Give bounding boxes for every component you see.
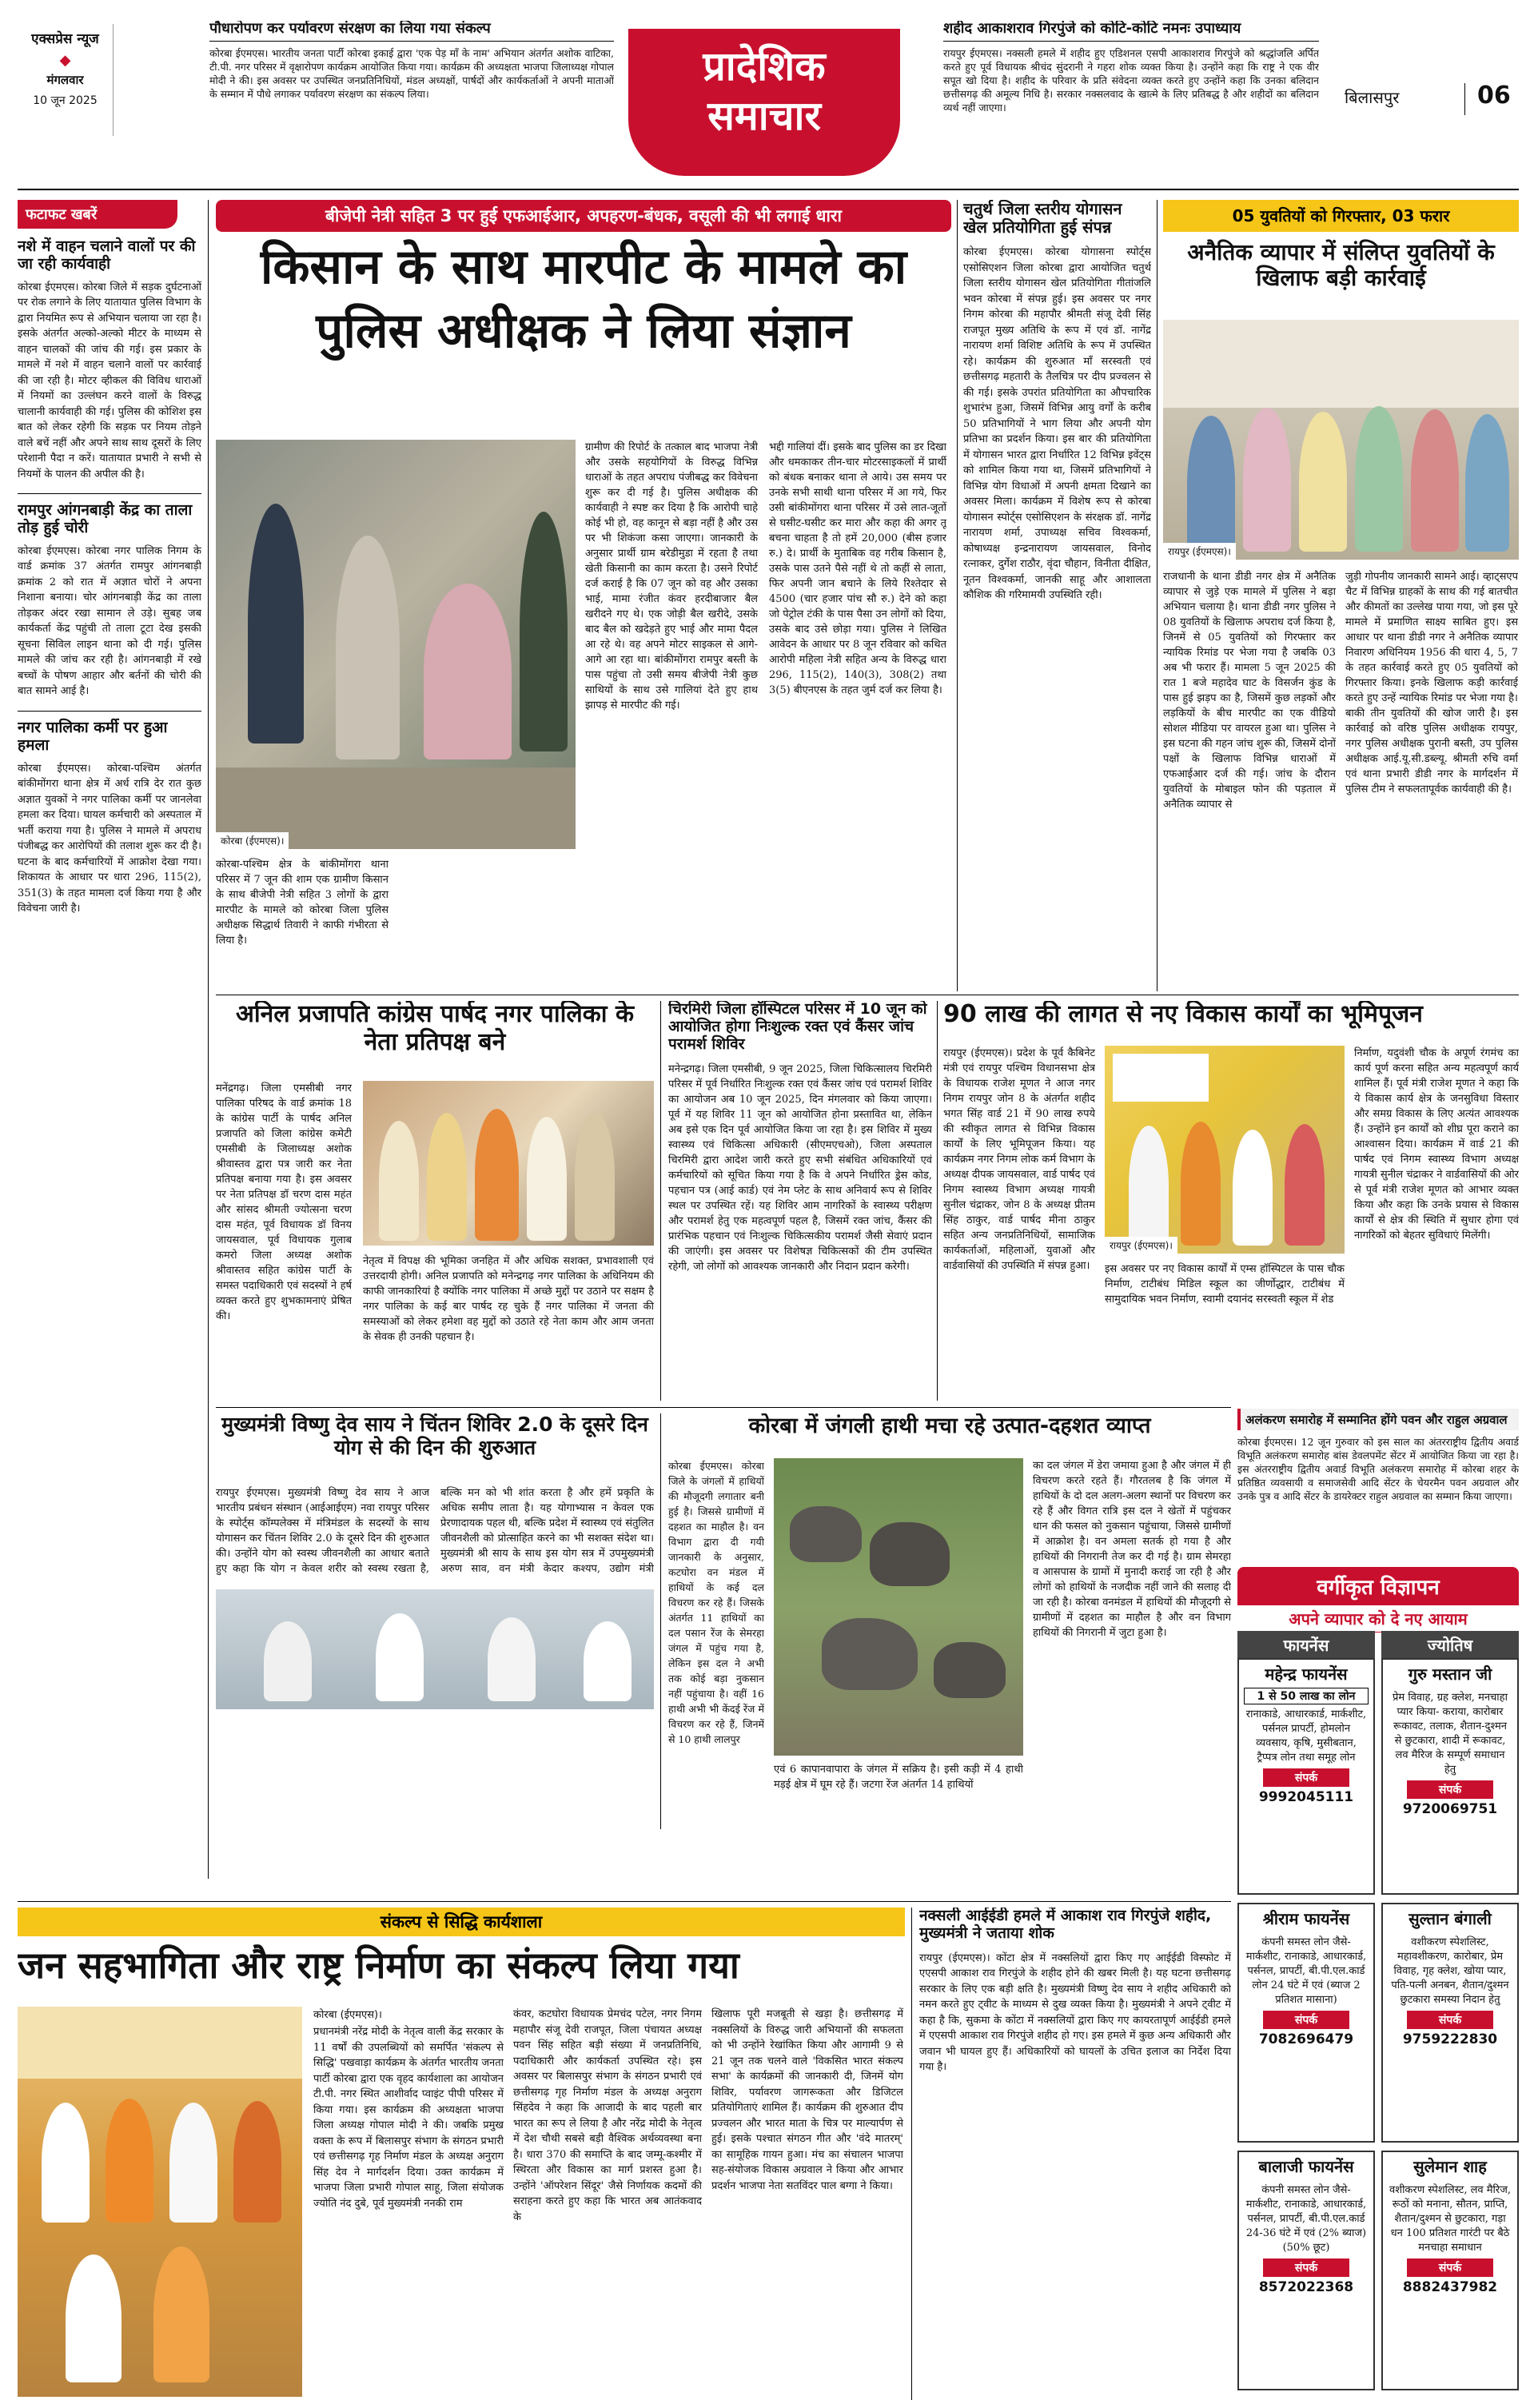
ad-title: महेन्द्र फायनेंस <box>1265 1664 1348 1684</box>
photo-figure <box>1285 1124 1325 1246</box>
alankaran-headline: अलंकरण समारोह में सम्मानित होंगे पवन और राहुल अग्रवाल <box>1245 1413 1508 1427</box>
ad-phone[interactable]: 9720069751 <box>1402 1801 1498 1817</box>
diamond-ornament-icon: ◆ <box>59 52 71 69</box>
photo-figure <box>1411 409 1459 552</box>
bhoomi-col2: निर्माण, यदुवंशी चौक के अपूर्ण रंगमंच का कार्य पूर्ण करना सहित अन्य महत्वपूर्ण कार्य शामिल हैं। पूर्व मंत्री राजेश मूणत ने कहा कि ये विकास कार्य क्षेत्र के जनसुविधा विस्तार और समग्र विकास के लिए अत्यंत आवश्यक हैं। उन्होंने इन कार्यों को शीघ्र पूरा कराने का आश्वासन दिया। कार्यक्रम में वार्ड 21 की पार्षद एवं निगम स्वास्थ्य विभाग अध्यक्ष गायत्री सुनील चंद्राकर ने वार्डवासियों की ओर से पूर्व मंत्री राजेश मूणत को आभार व्यक्त किया और कहा कि उनके प्रयास से विकास कार्यों से क्षेत्र की स्थिति में सुधार होगा एवं नागरिकों को बेहतर सुविधाएं मिलेंगी। <box>1354 1047 1519 1242</box>
ad-title: श्रीराम फायनेंस <box>1262 1909 1350 1928</box>
sankalp-story <box>18 1908 905 2400</box>
ad-phone[interactable]: 9759222830 <box>1402 2031 1498 2047</box>
cm-photo <box>216 1589 654 1709</box>
photo-figure <box>427 1113 467 1241</box>
photo-figure <box>424 584 512 759</box>
section-banner <box>628 29 900 176</box>
lead-headline-line1: किसान के साथ मारपीट के मामले का <box>260 239 907 295</box>
category-finance: फायनेंस <box>1237 1631 1375 1659</box>
anil-col1: मनेंद्रगढ़। जिला एमसीबी नगर पालिका परिषद के वार्ड क्रमांक 18 के कांग्रेस पार्टी के पार्षद अनिल प्रजापति को जिला कांग्रेस कमेटी एमसीबी के जिलाध्यक्ष अशोक श्रीवास्तव द्वारा पत्र जारी कर नेता प्रतिपक्ष बनाया गया है। इस अवसर पर नेता प्रतिपक्ष डॉ चरण दास महंत और सांसद श्रीमती ज्योत्सना चरण दास महंत, पूर्व विधायक डॉ विनय जायसवाल, पूर्व विधायक गुलाब कमरो जिला अध्यक्ष अशोक श्रीवास्तव सहित कांग्रेस पार्टी के समस्त पदाधिकारी एवं सदस्यों ने हर्ष व्यक्त करते हुए शुभकामनाएं प्रेषित की। <box>216 1082 352 1322</box>
photo-figure <box>376 1613 424 1701</box>
raid-headline: अनैतिक व्यापार में संलिप्त युवतियों के खिलाफ बड़ी कार्रवाई <box>1187 239 1495 292</box>
ad-text: वशीकरण स्पेशलिस्ट, महावशीकरण, कारोबार, प्रेम विवाह, गृह क्लेश, खोया प्यार, पति-पत्नी अनबन, शैतान/दुश्मन छुटकारा समस्या निदान हेतु <box>1391 1936 1509 2006</box>
ad-highlight: 1 से 50 लाख का लोन <box>1244 1688 1369 1704</box>
fatafat-headline-2: रामपुर आंगनबाड़ी केंद्र का ताला तोड़ हुई चोरी <box>18 493 201 537</box>
sankalp-photo <box>18 2007 302 2397</box>
ad-text: प्रेम विवाह, ग्रह क्लेश, मनचाहा प्यार किया- कराया, कारोबार रूकावट, तलाक, शैतान-दुश्मन से छुटकारा, शादी में रूकावट, लव मैरिज के सम्पूर्ण समाधान हेतु <box>1393 1692 1508 1776</box>
top-right-teaser-headline: शहीद आकाशराव गिरपुंजे को कोटि-कोटि नमनः उपाध्याय <box>943 21 1319 42</box>
alankaran-headline-box <box>1237 1409 1519 1430</box>
classified-ad <box>1381 1903 1519 2143</box>
elephant-col3: का दल जंगल में डेरा जमाया हुआ है और जंगल में ही विचरण करते रहते हैं। गौरतलब है कि जंगल में हाथियों के दो दल अलग-अलग स्थानों पर विचरण कर रहे हैं और विगत रात्रि इस दल ने खेतों में पहुंचकर धान की फसल को नुकसान पहुंचाया, जिससे ग्रामीणों में आक्रोश है। वन अमला सतर्क हो गया है और हाथियों की निगरानी तेज कर दी गई है। ग्राम सेमरहा व आसपास के ग्रामों में मुनादी कराई जा रही है और लोगों को हाथियों के नजदीक नहीं जाने की सलाह दी जा रही है। कोरबा वनमंडल में हाथियों की मौजूदगी से ग्रामीणों में दहशत का माहौल है और वन विभाग हाथियों की निगरानी में जुटा हुआ है। <box>1033 1460 1231 1639</box>
classified-ad <box>1237 1903 1375 2143</box>
cm-story <box>216 1413 654 1885</box>
camp-text: मनेन्द्रगढ़। जिला एमसीबी, 9 जून 2025, जिला चिकित्सालय चिरमिरी परिसर में पूर्व निर्धारित निःशुल्क रक्त एवं कैंसर जांच एवं परामर्श शिविर का आयोजन अब 10 जून 2025, दिन मंगलवार को किया जाएगा। पूर्व में यह शिविर 11 जून को आयोजित होना प्रस्तावित था, लेकिन अब इसे एक दिन पूर्व आयोजित किया जा रहा है। इस शिविर में मुख्य स्वास्थ्य एवं चिकित्सा अधिकारी (सीएमएचओ), जिला अस्पताल चिरमिरी द्वारा आदेश जारी करते हुए सभी संबंधित अधिकारियों एवं कर्मचारियों को सूचित किया गया है कि वे अपने निर्धारित ड्रेस कोड, पहचान पत्र (आई कार्ड) एवं नेम प्लेट के साथ अनिवार्य रूप से शिविर स्थल पर उपस्थित रहें। यह शिविर आम नागरिकों के स्वास्थ्य परीक्षण और परामर्श हेतु एक महत्वपूर्ण पहल है, जिसमें रक्त जांच, कैंसर की प्रारंभिक पहचान एवं निःशुल्क चिकित्सकीय परामर्श जैसी सेवाएं प्रदान की जाएंगी। इस अवसर पर विशेषज्ञ चिकित्सकों की टीम उपस्थित रहेगी, जो लोगों को आवश्यक जानकारी और निदान प्रदान करेगी। <box>668 1062 932 1273</box>
ad-text: वशीकरण स्पेशलिस्ट, लव मैरिज, रूठों को मनाना, सौतन, प्राप्ति, शैतान/दुश्मन से छुटकारा, गड़ा धन 100 प्रतिशत गारंटी पर बैठे मनचाहा समाधान <box>1389 2184 1512 2254</box>
photo-figure <box>153 2247 209 2382</box>
yoga-story <box>963 200 1151 991</box>
top-left-teaser <box>209 21 614 165</box>
photo-figure <box>475 1109 519 1241</box>
photo-figure <box>336 536 400 759</box>
bhoomi-col3: इस अवसर पर नए विकास कार्यों में एम्स हॉस्पिटल के पास चौक निर्माण, टाटीबंध मिडिल स्कूल का जीर्णोद्धार, टाटीबंध में सामुदायिक भवन निर्माण, स्वामी दयानंद सरस्वती स्कूल में शेड <box>1105 1263 1345 1306</box>
fatafat-tag-label: फटाफट खबरें <box>26 206 98 223</box>
classified-ad <box>1237 1658 1375 1895</box>
lead-col3: भद्दी गालियां दीं। इसके बाद पुलिस का डर दिखा और धमकाकर तीन-चार मोटरसाइकलों में प्रार्थी को बंधक बनाकर थाना ले आये। उस समय पर उनके सभी साथी थाना परिसर में आ गये, फिर उसी बांकीमोंगरा थाना परिसर में उसे लात-जूतों से घसीट-घसीट कर मारा और कहा की अगर तू बचना चाहता है तो हमें 20,000 (बीस हजार रु.) दे। प्रार्थी के मुताबिक वह गरीब किसान है, उसके पास उतने पैसे नहीं थे तो कहीं से लाता, फिर अपनी जान बचाने के लिये रिश्तेदार से 4500 (चार हजार पांच सौ रु.) देने को कहा जो पेट्रोल टंकी के पास पैसा उन लोगों को दिया, उसके बाद उसे छोड़ा गया। पुलिस ने लिखित आवेदन के आधार पर 8 जून रविवार को कथित आरोपी महिला नेत्री सहित अन्य के विरुद्ध धारा 296, 115(2), 140(3), 308(2) तथा 3(5) बीएनएस के तहत जुर्म दर्ज कर लिया है। <box>769 441 946 696</box>
lead-kicker <box>216 200 951 232</box>
yoga-headline: चतुर्थ जिला स्तरीय योगासन खेल प्रतियोगिता हुई संपन्न <box>963 200 1122 237</box>
paper-name: एक्सप्रेस न्यूज <box>31 31 99 47</box>
photo-figure <box>379 1121 419 1241</box>
photo-figure <box>575 1113 615 1241</box>
masthead <box>0 0 1534 192</box>
classified-sub: अपने व्यापार को दे नए आयाम <box>1237 1605 1519 1633</box>
yoga-text: कोरबा ईएमएस। कोरबा योगासना स्पोर्ट्स एसोसिएशन जिला कोरबा द्वारा आयोजित चतुर्थ जिला स्तरीय योगासन खेल प्रतियोगिता गीतांजलि भवन कोरबा में संपन्न हुई। इस अवसर पर नगर निगम कोरबा की महापौर श्रीमती संजू देवी सिंह राजपूत मुख्य अतिथि के रूप में एवं डॉ. नागेंद्र नारायण शर्मा विशिष्ट अतिथि के रूप में उपस्थित रहे। कार्यक्रम की शुरुआत माँ सरस्वती एवं छत्तीसगढ़ महतारी के तैलचित्र पर दीप प्रज्वलन से की गई। इसके उपरांत प्रतियोगिता का औपचारिक शुभारंभ हुआ, जिसमें विभिन्न आयु वर्गों के करीब 50 प्रतिभागियों ने भाग लिया और अपनी योग प्रतिभा का प्रदर्शन किया। इस बार की प्रतियोगिता में योगासन भारत द्वारा निर्धारित 12 विभिन्न इवेंट्स को शामिल किया गया था, जिसमें प्रतिभागियों ने विभिन्न योग विधाओं में अपनी क्षमता दिखाने का अवसर मिला। कार्यक्रम में विशेष रूप से कोरबा योगासन स्पोर्ट्स एसोसिएशन के संरक्षक डॉ. नागेंद्र नारायण शर्मा, उपाध्यक्ष सचिव विश्वकर्मा, कोषाध्यक्ष इन्द्रनारायण जायसवाल, विनोद रत्नाकर, दुर्गेश राठौर, वृंदा चौहान, विनीता दीक्षित, नूतन विश्वकर्मा, जानकी साहू और आशालता कौशिक की गरिमामयी उपस्थिति रही। <box>963 246 1151 601</box>
ad-contact-label: संपर्क <box>1263 2011 1349 2029</box>
elephant-col2: एवं 6 कापानवापारा के जंगल में सक्रिय है। इसी कड़ी में 4 हाथी मड़ई क्षेत्र में घूम रहे हैं। जटगा रेंज अंतर्गत 14 हाथियों <box>774 1764 1023 1791</box>
raid-kicker <box>1163 200 1519 232</box>
photo-figure <box>106 2099 153 2223</box>
city-name: बिलासपुर <box>1345 88 1400 107</box>
fatafat-text-1: कोरबा ईएमएस। कोरबा जिले में सड़क दुर्घटनाओं पर रोक लगाने के लिए यातायात पुलिस विभाग के द्वारा नियमित रूप से अभियान चलाया जा रहा है। इसके अंतर्गत अल्को-अल्को मीटर के माध्यम से वाहन चालकों की जांच की गई। इस प्रकार के मामले में नशे में वाहन चलाने वालों पर कार्रवाई की जा रही है। मोटर व्हीकल की विविध धाराओं में नियमों का उल्लंघन करने वालों के विरुद्ध चालानी कार्यवाही की गई। पुलिस की कोशिश इस बात को लेकर रहेगी कि सड़क पर नियम तोड़ने वाले बचें नहीं और अपने साथ साथ दूसरों के लिए परेशानी पैदा न करें। यातायात प्रभारी ने सभी से नियमों के पालन की अपील की है। <box>18 281 201 480</box>
camp-headline: चिरमिरी जिला हॉस्पिटल परिसर में 10 जून को आयोजित होगा निःशुल्क रक्त एवं कैंसर जांच परामर्श शिविर <box>668 1001 927 1053</box>
ad-contact-label: संपर्क <box>1263 1768 1349 1787</box>
naxal-text: रायपुर (ईएमएस)। कोंटा क्षेत्र में नक्सलियों द्वारा किए गए आईईडी विस्फोट में एएसपी आकाश राव गिरपुंजे के शहीद होने की खबर मिली है। यह घटना छत्तीसगढ़ सरकार के लिए एक बड़ी क्षति है। मुख्यमंत्री विष्णु देव साय ने शहीद अधिकारी को नमन करते हुए ट्वीट के माध्यम से दुख व्यक्त किया है। मुख्यमंत्री ने अपने ट्वीट में कहा है कि, सुकमा के कोंटा में नक्सलियों द्वारा किए गए कायरतापूर्ण आईईडी हमले में एएसपी आकाश राव गिरपुंजे शहीद हो गए। इस हमले में कुछ अन्य अधिकारी और जवान भी घायल हुए हैं। अधिकारियों को घायलों के उचित इलाज का निर्देश दिया गया है। <box>919 1952 1231 2074</box>
ad-contact-label: संपर्क <box>1407 2258 1493 2277</box>
photo-figure <box>1355 406 1403 552</box>
anil-story <box>216 1001 654 1401</box>
anil-right-divider <box>660 1001 661 1401</box>
top-left-teaser-text: कोरबा ईएमएस। भारतीय जनता पार्टी कोरबा इकाई द्वारा 'एक पेड़ माँ के नाम' अभियान अंतर्गत अशोक वाटिका, टी.पी. नगर परिसर में वृक्षारोपण कार्यक्रम आयोजित किया गया। कार्यक्रम की अध्यक्षता भाजपा जिलाध्यक्ष गोपाल मोदी ने की। इस अवसर पर उपस्थित जनप्रतिनिधियों, मंडल अध्यक्षों, पार्षदों और कार्यकर्ताओं ने अपनी माताओं के सम्मान में पौधे लगाकर पर्यावरण संरक्षण का संकल्प लिया। <box>209 46 614 100</box>
photo-figure <box>520 512 568 752</box>
ad-text: कंपनी समस्त लोन जैसे-मार्कशीट, रानाकाडे, आधारकार्ड, पर्सनल, प्रापर्टी, बी.पी.एल.कार्ड लोन 24 घंटे में एवं (ब्याज 2 प्रतिशत मासाना) <box>1245 1936 1367 2006</box>
photo-banner <box>1113 1054 1209 1102</box>
photo-figure <box>1233 1130 1273 1246</box>
camp-right-divider <box>937 1001 938 1401</box>
sankalp-col2: कंवर, कटघोरा विधायक प्रेमचंद पटेल, नगर निगम महापौर संजू देवी राजपूत, जिला पंचायत अध्यक्ष पवन सिंह सहित बड़ी संख्या में जनप्रतिनिधि, पदाधिकारी और कार्यकर्ता उपस्थित रहे। इस अवसर पर बिलासपुर संभाग के संगठन प्रभारी एवं छत्तीसगढ़ गृह निर्माण मंडल के अध्यक्ष अनुराग सिंहदेव ने कहा कि आजादी के बाद पहली बार भारत का रूप ले लिया है और नरेंद्र मोदी के नेतृत्व में देश चौथी सबसे बड़ी वैश्विक अर्थव्यवस्था बना है। धारा 370 की समाप्ति के बाद जम्मू-कश्मीर में स्थिरता और विकास का मार्ग प्रशस्त हुआ है। उन्होंने 'ऑपरेशन सिंदूर' जैसे निर्णायक कदमों की सराहना करते हुए कहा कि भारत अब आतंकवाद के <box>513 2008 702 2223</box>
photo-banner <box>18 2007 302 2079</box>
photo-figure <box>527 1117 567 1241</box>
elephant-col1: कोरबा ईएमएस। कोरबा जिले के जंगलों में हाथियों की मौजूदगी लगातार बनी हुई है। जिससे ग्रामीणों में दहशत का माहौल है। वन विभाग द्वारा दी गयी जानकारी के अनुसार, कटघोरा वन मंडल में हाथियों के कई दल विचरण कर रहे हैं। जिसके अंतर्गत 11 हाथियों का दल पसान रेंज के सेमरहा जंगल में पहुंच गया है, लेकिन इस दल ने अभी तक कोई बड़ा नुकसान नहीं पहुंचाया है। वहीं 16 हाथी अभी भी केंदई रेंज में विचरण कर रहे हैं, जिनमें से 10 हाथी लालपुर <box>668 1460 764 1745</box>
photo-figure <box>233 2101 281 2223</box>
bhoomi-col1: रायपुर (ईएमएस)। प्रदेश के पूर्व कैबिनेट मंत्री एवं रायपुर पश्चिम विधानसभा क्षेत्र के विधायक राजेश मूणत ने आज नगर निगम रायपुर जोन 8 के अंतर्गत शहीद भगत सिंह वार्ड 21 में 90 लाख रुपये की स्वीकृत लागत से विभिन्न विकास कार्यों के लिए भूमिपूजन किया। यह कार्यक्रम नगर निगम लोक कर्म विभाग के अध्यक्ष दीपक जायसवाल, वार्ड पार्षद एवं निगम स्वास्थ्य विभाग अध्यक्ष गायत्री सुनील चंद्राकर, जोन 8 के अध्यक्ष प्रीतम सिंह ठाकुर, वार्ड पार्षद मीना ठाकुर सहित अन्य जनप्रतिनिधियों, सामाजिक कार्यकर्ताओं, महिलाओं, युवाओं और वार्डवासियों की उपस्थिति में संपन्न हुआ। <box>943 1047 1095 1272</box>
elephant-headline: कोरबा में जंगली हाथी मचा रहे उत्पात-दहशत व्याप्त <box>748 1413 1151 1438</box>
lead-right-divider <box>957 200 958 991</box>
raid-photo <box>1163 320 1519 560</box>
row4-rule <box>18 1901 1231 1902</box>
section-title-line1: प्रादेशिक <box>703 43 826 90</box>
alankaran-text: कोरबा ईएमएस। 12 जून गुरुवार को इस साल का अंतरराष्ट्रीय द्वितीय अवार्ड विभूति अलंकरण समारोह बांस डेवलपमेंट सेंटर में आयोजित किया जा रहा है। इस अंतरराष्ट्रीय द्वितीय अवार्ड विभूति अलंकरण समारोह में कोरबा शहर के प्रतिष्ठित व्यवसायी व समाजसेवी आदि सेंटर के चेयरमैन पवन अग्रवाल और उनके पुत्र व आदि सेंटर के डायरेक्टर राहुल अग्रवाल का सम्मान किया जाएगा। <box>1237 1436 1519 1503</box>
elephant-shape <box>870 1522 950 1586</box>
lead-headline-line2: पुलिस अधीक्षक ने लिया संज्ञान <box>316 303 851 359</box>
ad-phone[interactable]: 8572022368 <box>1258 2279 1354 2295</box>
raid-col1: राजधानी के थाना डीडी नगर क्षेत्र में अनैतिक व्यापार से जुड़े एक मामले में पुलिस ने बड़ा अभियान चलाया है। थाना डीडी नगर पुलिस ने 08 युवतियों के खिलाफ अपराध दर्ज किया है, जिनमें से 05 युवतियों को गिरफ्तार कर न्यायिक रिमांड पर भेजा गया है जबकि 03 अब भी फरार हैं। मामला 5 जून 2025 की रात 1 बजे महादेव घाट के विसर्जन कुंड के पास हुई झड़प का है, जिसमें कुछ लड़कों और लड़कियों के बीच मारपीट का एक वीडियो सोशल मीडिया पर वायरल हुआ था। पुलिस ने इस घटना की गहन जांच शुरू की, जिसमें दोनों पक्षों के खिलाफ विभिन्न धाराओं में एफआईआर दर्ज की गई। जांच के दौरान युवतियों के मोबाइल फोन की पड़ताल में अनैतिक व्यापार से <box>1163 571 1336 811</box>
photo-figure <box>1129 1126 1169 1246</box>
classified-ad <box>1381 2151 1519 2390</box>
ad-phone[interactable]: 8882437982 <box>1402 2279 1498 2295</box>
photo-figure <box>66 2255 122 2382</box>
photo-figure <box>488 1617 536 1701</box>
anil-col2: नेतृत्व में विपक्ष की भूमिका जनहित में और अधिक सशक्त, प्रभावशाली एवं उत्तरदायी होगी। अनिल प्रजापति को मनेन्द्रगढ़ नगर पालिका के अधिनियम की काफी जानकारियां है क्योंकि नगर पालिका में अच्छे मुद्दों पर उठाने पर सक्षम है नगर पालिका के कई बार पार्षद रह चुके हैं नगर पालिका में जनता की समस्याओं को लेकर हमेशा वह मुद्दों को उठाते रहे नेता काम और आम जनता के सेवक ही उनकी पहचान है। <box>363 1255 654 1343</box>
ad-title: सुलेमान शाह <box>1413 2157 1487 2176</box>
classified-head: वर्गीकृत विज्ञापन <box>1237 1567 1519 1605</box>
raid-story <box>1163 200 1519 991</box>
issue-date: 10 जून 2025 <box>33 94 98 107</box>
sankalp-col3: खिलाफ पूरी मजबूती से खड़ा है। छत्तीसगढ़ में नक्सलियों के विरुद्ध जारी अभियानों की सफलता को भी उन्होंने रेखांकित किया और आगामी 9 से 21 जून तक चलने वाले 'विकसित भारत संकल्प सभा' के कार्यक्रमों की जानकारी दी, जिनमें योग शिविर, पर्यावरण जागरूकता और डिजिटल प्रतियोगिताएं शामिल हैं। कार्यक्रम की शुरुआत दीप प्रज्वलन और भारत माता के चित्र पर माल्यार्पण से हुई। इसके पश्चात संगठन गीत और 'वंदे मातरम्' का सामूहिक गायन हुआ। मंच का संचालन भाजपा सह-संयोजक विकास अग्रवाल ने किया और आभार प्रदर्शन भाजपा नेता सतविंदर पाल बग्गा ने किया। <box>711 2008 903 2192</box>
masthead-rule <box>18 189 1519 190</box>
raid-photo-caption: रायपुर (ईएमएस)। <box>1163 543 1236 560</box>
sankalp-right-divider <box>911 1908 912 2400</box>
top-left-teaser-headline: पौधारोपण कर पर्यावरण संरक्षण का लिया गया संकल्प <box>209 21 614 42</box>
lead-photo-caption: कोरबा (ईएमएस)। <box>216 832 289 849</box>
page-number: 06 <box>1477 82 1511 110</box>
naxal-headline: नक्सली आईईडी हमले में आकाश राव गिरपुंजे शहीद, मुख्यमंत्री ने जताया शोक <box>919 1908 1212 1942</box>
fatafat-text-2: कोरबा ईएमएस। कोरबा नगर पालिक निगम के वार्ड क्रमांक 37 अंतर्गत रामपुर आंगनबाड़ी क्रमांक 2 को रात में अज्ञात चोरों ने अपना निशाना बनाया। चोर आंगनबाड़ी केंद्र का ताला तोड़कर अंदर रखा सामान ले उड़े। सुबह जब कार्यकर्ता केंद्र पहुंची तो ताला टूटा देख इसकी सूचना सिविल लाइन थाना को दी गई। पुलिस मामले की जांच कर रही है। आंगनबाड़ी में रखे बच्चों के पोषण आहार और बर्तनों की चोरी की बात सामने आई है। <box>18 544 201 698</box>
category-astrology: ज्योतिष <box>1381 1631 1519 1659</box>
ad-contact-label: संपर्क <box>1407 1780 1493 1799</box>
folio-divider <box>1464 83 1465 115</box>
classified-ad <box>1381 1658 1519 1895</box>
classified-section <box>1237 1567 1519 2398</box>
ad-contact-label: संपर्क <box>1407 2011 1493 2029</box>
photo-figure <box>584 1621 632 1701</box>
photo-figure <box>1187 416 1235 552</box>
bhoomi-story <box>943 1001 1519 1409</box>
fatafat-text-3: कोरबा ईएमएस। कोरबा-पश्चिम अंतर्गत बांकीमोंगरा थाना क्षेत्र में अर्ध रात्रि देर रात कुछ अज्ञात युवकों ने नगर पालिका कर्मी पर जानलेवा हमला कर दिया। घायल कर्मचारी को अस्पताल में भर्ती कराया गया है। पुलिस ने मामले में अपराध पंजीबद्ध कर आरोपियों की तलाश शुरू कर दी है। घटना के बाद कर्मचारियों में आक्रोश देखा गया। शिकायत के आधार पर धारा 296, 115(2), 351(3) के तहत मामला दर्ज किया गया है और विवेचना जारी है। <box>18 762 201 915</box>
photo-figure <box>1299 412 1347 552</box>
raid-col2: जुड़ी गोपनीय जानकारी सामने आई। व्हाट्सएप चैट में विभिन्न ग्राहकों के साथ की गई बातचीत और कीमतों का उल्लेख पाया गया, जो इस पूरे मामले में प्रमाणित साक्ष्य साबित हुए। इस आधार पर थाना डीडी नगर ने अनैतिक व्यापार निवारण अधिनियम 1956 की धारा 4, 5, 7 के तहत कार्रवाई करते हुए 05 युवतियों को गिरफ्तार किया। इनके खिलाफ कड़ी कार्रवाई करते हुए उन्हें न्यायिक रिमांड पर भेजा गया है। बाकी तीन युवतियों की खोज जारी है। इस कार्रवाई को वरिष्ठ पुलिस अधीक्षक रायपुर, नगर पुलिस अधीक्षक पुरानी बस्ती, उप पुलिस अधीक्षक आई.यू.सी.डब्ल्यू. श्रीमती रुचि वर्मा एवं थाना प्रभारी डीडी नगर के मार्गदर्शन में पुलिस टीम ने सफलतापूर्वक कार्यवाही की है। <box>1345 571 1518 795</box>
bhoomi-photo <box>1105 1046 1345 1254</box>
issue-day: मंगलवार <box>46 73 84 87</box>
cm-right-divider <box>660 1413 661 1829</box>
photo-figure <box>169 2103 217 2223</box>
row3-rule <box>216 1407 1231 1408</box>
photo-building <box>1163 320 1519 408</box>
fatafat-headline-1: नशे में वाहन चलाने वालों पर की जा रही कार्यवाही <box>18 237 196 273</box>
sankalp-headline: जन सहभागिता और राष्ट्र निर्माण का संकल्प लिया गया <box>18 1944 739 1987</box>
photo-figure <box>264 1621 312 1701</box>
anil-headline: अनिल प्रजापति कांग्रेस पार्षद नगर पालिका के नेता प्रतिपक्ष बने <box>235 1001 635 1056</box>
ad-text: रानाकाडे, आधारकार्ड, मार्कशीट, पर्सनल प्रापर्टी, होमलोन व्यवसाय, कृषि, मुसीबतान, ट्रैप्पत्र लोन तथा समूह लोन <box>1245 1708 1367 1764</box>
cm-headline: मुख्यमंत्री विष्णु देव साय ने चिंतन शिविर 2.0 के दूसरे दिन योग से की दिन की शुरुआत <box>221 1413 648 1459</box>
bhoomi-photo-caption: रायपुर (ईएमएस)। <box>1105 1237 1177 1254</box>
sankalp-kicker <box>18 1908 905 1936</box>
elephant-photo <box>774 1458 1023 1756</box>
ad-title: गुरु मस्तान जी <box>1408 1664 1492 1684</box>
ad-contact-label: संपर्क <box>1263 2258 1349 2277</box>
ad-title: सुल्तान बंगाली <box>1408 1909 1492 1928</box>
fatafat-tag <box>18 200 177 229</box>
sankalp-photo-caption: कोरबा (ईएमएस)। <box>313 2009 382 2021</box>
ad-title: बालाजी फायनेंस <box>1258 2157 1354 2176</box>
elephant-shape <box>790 1506 862 1562</box>
bhoomi-headline: 90 लाख की लागत से नए विकास कार्यों का भूमिपूजन <box>943 1001 1423 1028</box>
fatafat-headline-3: नगर पालिका कर्मी पर हुआ हमला <box>18 711 201 755</box>
lead-photo <box>216 440 576 849</box>
elephant-shape <box>934 1642 1006 1698</box>
ad-phone[interactable]: 7082696479 <box>1258 2031 1354 2047</box>
fatafat-column <box>18 200 201 1895</box>
lead-col2: ग्रामीण की रिपोर्ट के तत्काल बाद भाजपा नेत्री और उसके सहयोगियों के विरुद्ध विभिन्न धाराओं के तहत अपराध पंजीबद्ध कर विवेचना शुरू कर दी गई है। पुलिस अधीक्षक की कार्यवाही ने स्पष्ट कर दिया है कि आरोपी चाहे कोई भी हो, वह कानून से बड़ा नहीं है और उस पर भी शिकंजा कसा जाएगा। जानकारी के अनुसार प्रार्थी ग्राम बरेडीमुडा में रहता है तथा खेती किसानी का काम करता है। उसने रिपोर्ट दर्ज कराई है कि 07 जून को वह और उसका भाई, मामा रंजीत कंवर हरदीबाजार बैल खरीदने गए थे। एक जोड़ी बैल खरीदे, उसके बाद बैल को खदेड़ते हुए भाई और मामा पैदल आ रहे थे। वह अपने मोटर साइकल से आगे-आगे आ रहा था। बांकीमोंगरा रामपुर बस्ती के पास पहुंचा तो उसी समय बीजेपी नेत्री कुछ साथियों के साथ उसे गालियां देते हुए हाथ झापड़ से मारपीट की गई। <box>585 441 758 712</box>
photo-figure <box>1243 408 1291 552</box>
page-folio <box>1333 78 1525 126</box>
top-right-teaser <box>943 21 1319 165</box>
photo-figure <box>248 504 304 744</box>
camp-story <box>668 1001 932 1401</box>
photo-figure <box>1465 414 1509 552</box>
classified-ad <box>1237 2151 1375 2390</box>
naxal-story <box>919 1908 1231 2400</box>
section-title-line2: समाचार <box>707 93 821 139</box>
anil-photo <box>363 1081 654 1246</box>
top-right-teaser-text: रायपुर ईएमएस। नक्सली हमले में शहीद हुए एडिशनल एसपी आकाशराव गिरपुंजे को श्रद्धांजलि अर्पित करते हुए पूर्व विधायक श्रीचंद सुंदरानी ने गहरा शोक व्यक्त किया है। उन्होंने कहा कि राष्ट्र ने एक वीर सपूत खो दिया है। शहीद के परिवार के प्रति संवेदना व्यक्त करते हुए उन्होंने कहा कि उनका बलिदान छत्तीसगढ़ की अमूल्य निधि है। सरकार नक्सलवाद के खात्मे के लिए प्रतिबद्ध है और शहीदों का बलिदान व्यर्थ नहीं जाएगा। <box>943 46 1319 114</box>
paper-badge <box>18 24 114 136</box>
lead-kicker-text: बीजेपी नेत्री सहित 3 पर हुई एफआईआर, अपहरण-बंधक, वसूली की भी लगाई धारा <box>325 206 842 225</box>
lead-col1: कोरबा-पश्चिम क्षेत्र के बांकीमोंगरा थाना परिसर में 7 जून की शाम एक ग्रामीण किसान के साथ बीजेपी नेत्री सहित 3 लोगों के द्वारा मारपीट के मामले को कोरबा जिला पुलिस अधीक्षक सिद्धार्थ तिवारी ने काफी गंभीरता से लिया है। <box>216 859 388 947</box>
ad-phone[interactable]: 9992045111 <box>1258 1789 1354 1805</box>
raid-kicker-text: 05 युवतियों को गिरफ्तार, 03 फरार <box>1232 206 1450 225</box>
elephant-story <box>668 1413 1231 1893</box>
ad-text: कंपनी समस्त लोन जैसे-मार्कशीट, रानाकाडे, आधारकार्ड, पर्सनल, प्रापर्टी, बी.पी.एल.कार्ड 24-36 घंटे में एवं (2% ब्याज) (50% छूट) <box>1245 2184 1367 2254</box>
lead-story <box>216 200 951 991</box>
photo-figure <box>42 2103 90 2223</box>
elephant-shape <box>822 1618 918 1690</box>
cm-text: रायपुर ईएमएस। मुख्यमंत्री विष्णु देव साय ने आज भारतीय प्रबंधन संस्थान (आईआईएम) नवा रायपुर परिसर के स्पोर्ट्स कॉम्पलेक्स में मंत्रिमंडल के सदस्यों के साथ योगासन कर चिंतन शिविर 2.0 के दूसरे दिन की शुरुआत की। उन्होंने योग को स्वस्थ जीवनशैली का आधार बताते हुए कहा कि योग न केवल शरीर को स्वस्थ रखता है, बल्कि मन को भी शांत करता है और हमें प्रकृति के अधिक समीप लाता है। यह योगाभ्यास न केवल एक प्रेरणादायक पहल थी, बल्कि प्रदेश में स्वास्थ्य एवं संतुलित जीवनशैली को प्रोत्साहित करने का भी सशक्त संदेश था। मुख्यमंत्री श्री साय के साथ इस योग सत्र में उपमुख्यमंत्री अरुण साव, वन मंत्री केदार कश्यप, उद्योग मंत्री <box>216 1487 654 1575</box>
sankalp-col1: प्रधानमंत्री नरेंद्र मोदी के नेतृत्व वाली केंद्र सरकार के 11 वर्षों की उपलब्धियों को समर्पित 'संकल्प से सिद्धि' पखवाड़ा कार्यक्रम के अंतर्गत भारतीय जनता पार्टी कोरबा द्वारा एक वृहद कार्यशाला का आयोजन टी.पी. नगर स्थित आशीर्वाद प्वाइंट पीपी परिसर में किया गया। इस कार्यक्रम की अध्यक्षता भाजपा जिला अध्यक्ष गोपाल मोदी ने की। जबकि प्रमुख वक्ता के रूप में बिलासपुर संभाग के संगठन प्रभारी एवं छत्तीसगढ़ गृह निर्माण मंडल के अध्यक्ष अनुराग सिंह देव ने मार्गदर्शन दिया। उक्त कार्यक्रम में भाजपा जिला प्रभारी गोपाल साहू, जिला संयोजक ज्योति नंद दुबे, पूर्व मुख्यमंत्री ननकी राम <box>313 2026 504 2210</box>
photo-figure <box>1181 1122 1221 1246</box>
left-column-divider <box>208 200 209 1879</box>
alankaran-story <box>1237 1409 1519 1561</box>
sankalp-kicker-text: संकल्प से सिद्धि कार्यशाला <box>380 1912 543 1932</box>
classified-grid <box>1237 1631 1519 2398</box>
